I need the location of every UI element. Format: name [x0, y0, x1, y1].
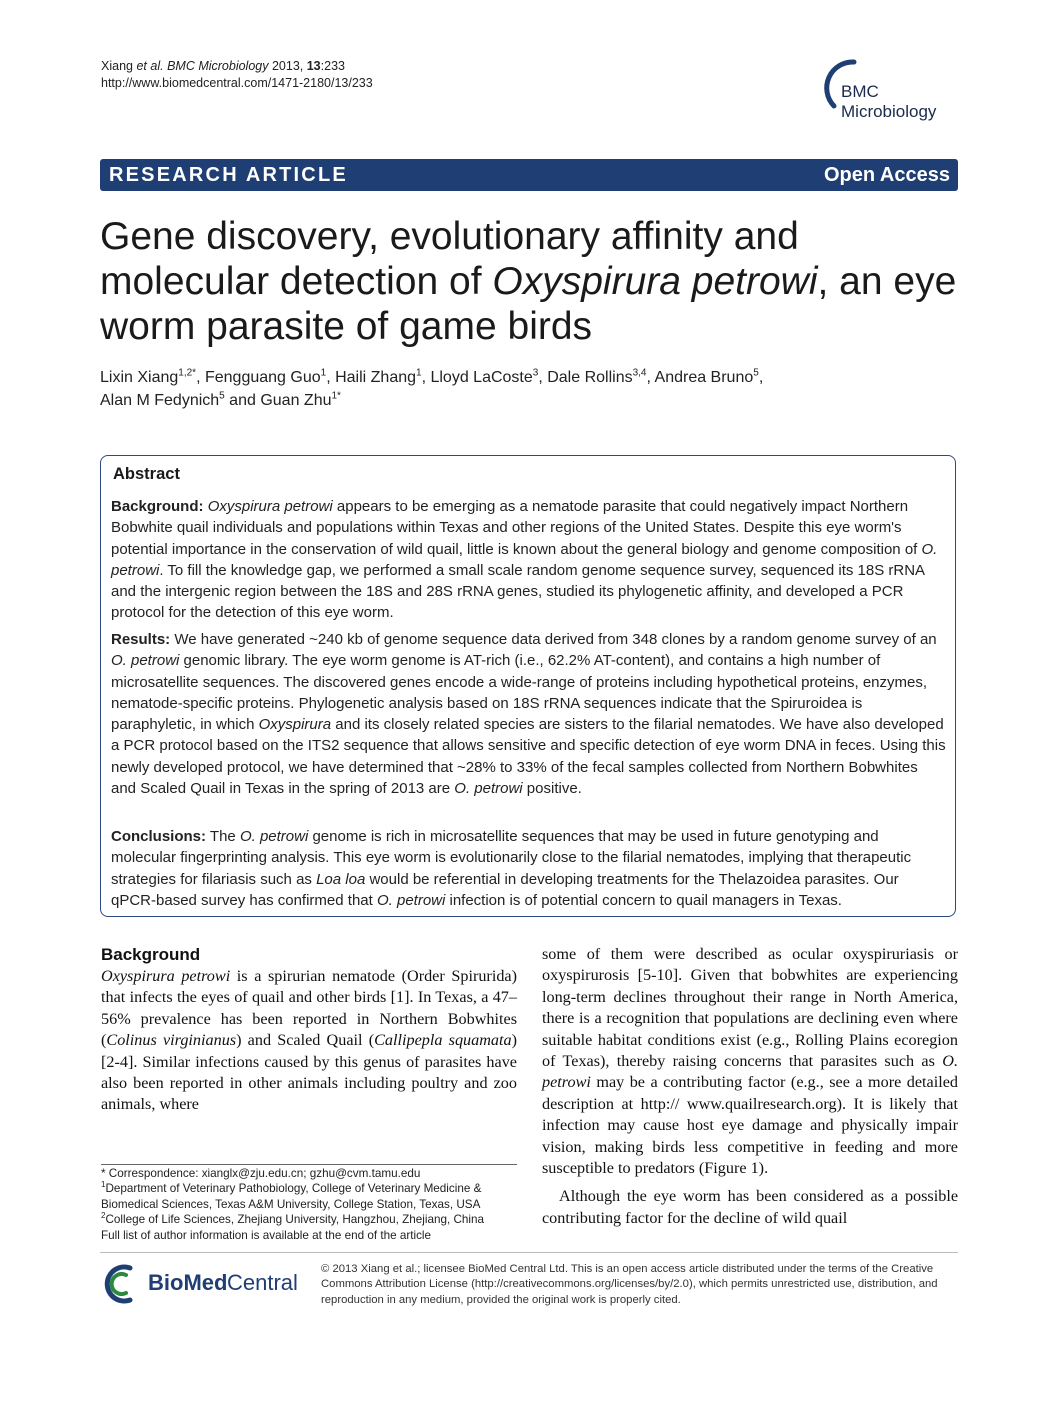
abstract-results: Results: We have generated ~240 kb of genome sequence data derived from 348 clones by a random genome survey of an O. petrowi genomic library. The eye worm genome is AT-rich (i.e., 62.2% AT-content), and contains a high number of microsatellite sequences. The discovered genes encode a wide-range of proteins including hypothetical proteins, enzymes, nematode-specific proteins. Phylogenetic analysis based on 18S rRNA sequences indicate that the Spiruroidea is paraphyletic, in which Oxyspirura and its closely related species are sisters to the filarial nematodes. We have also developed a PCR protocol based on the ITS2 sequence that allows sensitive and specific detection of eye worm DNA in feces. Using this newly developed protocol, we have determined that ~28% to 33% of the fecal samples collected from Northern Bobwhites and Scaled Quail in Texas in the spring of 2013 are O. petrowi positive. — [111, 631, 946, 798]
citation-url[interactable]: http://www.biomedcentral.com/1471-2180/13/233 — [101, 76, 373, 90]
abstract-box — [100, 455, 956, 917]
citation-et-al: et al. — [136, 59, 164, 73]
title-part1: Gene discovery, evolutionary affinity and molecular detection of — [100, 215, 799, 303]
author: Andrea Bruno$^5$, — [654, 367, 764, 386]
body-paragraph: Oxyspirura petrowi is a spirurian nematode (Order Spirurida) that infects the eyes of quail and other birds [1]. In Texas, a 47–56% prevalence has been reported in Northern Bobwhites (Colinus virginianus) and Scaled Quail (Callipepla squamata) [2-4]. Similar infections caused by this genus of parasites have also been reported in other animals including poultry and zoo animals, where — [101, 967, 517, 1114]
author: Alan M Fedynich$^5$ and — [100, 390, 261, 409]
bottom-divider — [100, 1252, 958, 1253]
publisher-logo-arc-icon — [100, 1263, 144, 1305]
open-access-label: Open Access — [824, 164, 950, 186]
journal-logo — [822, 58, 962, 130]
abstract-background: Background: Oxyspirura petrowi appears to be emerging as a nematode parasite that could negatively impact Northern Bobwhite quail individuals and populations within Texas and other regions of the United States. Despite this eye worm's potential importance in the conservation of wild quail, little is known about the general biology and genome composition of O. petrowi. To fill the knowledge gap, we performed a small scale random genome sequence survey, sequenced its 18S rRNA and the intergenic region between the 18S and 28S rRNA genes, studied its phylogenetic affinity, and developed a PCR protocol for the detection of this eye worm. — [111, 498, 938, 622]
body-column-left — [101, 944, 517, 1116]
author: Haili Zhang$^1$, — [335, 367, 431, 386]
author: Lloyd LaCoste$^3$, — [430, 367, 548, 386]
section-heading-background: Background — [101, 945, 201, 964]
full-author-info-note: Full list of author information is available at the end of the article — [101, 1228, 432, 1242]
citation-header — [101, 58, 373, 92]
publisher-logo-central: Central — [227, 1270, 298, 1295]
author: Dale Rollins$^{3,4}$, — [547, 367, 655, 386]
publisher-logo-biomed: BioMed — [148, 1270, 228, 1295]
article-title — [100, 214, 970, 349]
article-type-banner — [100, 159, 958, 191]
author: Fengguang Guo$^1$, — [204, 367, 336, 386]
citation-journal: BMC Microbiology — [167, 59, 269, 73]
correspondence-note: * Correspondence: xianglx@zju.edu.cn; gzhu@cvm.tamu.edu — [101, 1167, 421, 1180]
citation-article: :233 — [320, 59, 345, 73]
citation-line — [101, 58, 373, 75]
journal-logo-name: Microbiology — [841, 102, 937, 121]
author-list — [100, 366, 940, 412]
footnotes — [101, 1166, 521, 1243]
abstract-conclusions: Conclusions: The O. petrowi genome is rich in microsatellite sequences that may be used in future genotyping and molecular fingerprinting analysis. This eye worm is evolutionarily close to the filarial nematodes, implying that therapeutic strategies for filariasis such as Loa loa would be referential in developing treatments for the Thelazoidea parasites. Our qPCR-based survey has confirmed that O. petrowi infection is of potential concern to quail managers in Texas. — [111, 828, 912, 909]
citation-author: Xiang — [101, 59, 133, 73]
body-column-right — [542, 944, 958, 1229]
title-species: Oxyspirura petrowi — [492, 260, 818, 303]
license-statement: © 2013 Xiang et al.; licensee BioMed Central Ltd. This is an open access article distributed under the terms of the Creative Commons Attribution License (http://creativecommons.org/licenses/by/2.0), which permits unrestricted use, distribution, and reproduction in any medium, provided the original work is properly cited. — [321, 1263, 938, 1306]
footnote-divider — [101, 1164, 517, 1165]
publisher-logo — [100, 1263, 305, 1305]
body-paragraph: some of them were described as ocular oxyspiruriasis or oxyspirurosis [5-10]. Given that bobwhites are experiencing long-term declines throughout their range in North America, there is a recognition that populations are declining even where suitable habitat conditions exist (e.g., Rolling Plains ecoregion of Texas), thereby raising concerns that parasites such as O. petrowi may be a contributing factor (e.g., see a more detailed description at http:// www.quailresearch.org). It is likely that infection may cause host eye damage and physically impair vision, making birds less competitive in feeding and more susceptible to predators (Figure 1). — [542, 945, 958, 1178]
journal-logo-bmc: BMC — [841, 82, 879, 101]
article-type-label: RESEARCH ARTICLE — [109, 164, 348, 186]
affiliation-note: $^2$College of Life Sciences, Zhejiang University, Hangzhou, Zhejiang, China — [101, 1211, 484, 1227]
title-part2: , an eye worm parasite of game birds — [100, 260, 957, 348]
abstract-heading: Abstract — [113, 465, 180, 483]
body-paragraph: Although the eye worm has been considered as a possible contributing factor for the decline of wild quail — [542, 1187, 958, 1227]
citation-volume: 13 — [306, 59, 321, 73]
author: Lixin Xiang$^{1,2*}$, — [100, 367, 205, 386]
citation-year: 2013, — [271, 59, 304, 73]
author: Guan Zhu$^{1*}$ — [260, 390, 341, 409]
affiliation-note: $^1$Department of Veterinary Pathobiology, College of Veterinary Medicine & Biomedical Sciences, Texas A&M University, College Station, Texas, USA — [101, 1180, 482, 1211]
